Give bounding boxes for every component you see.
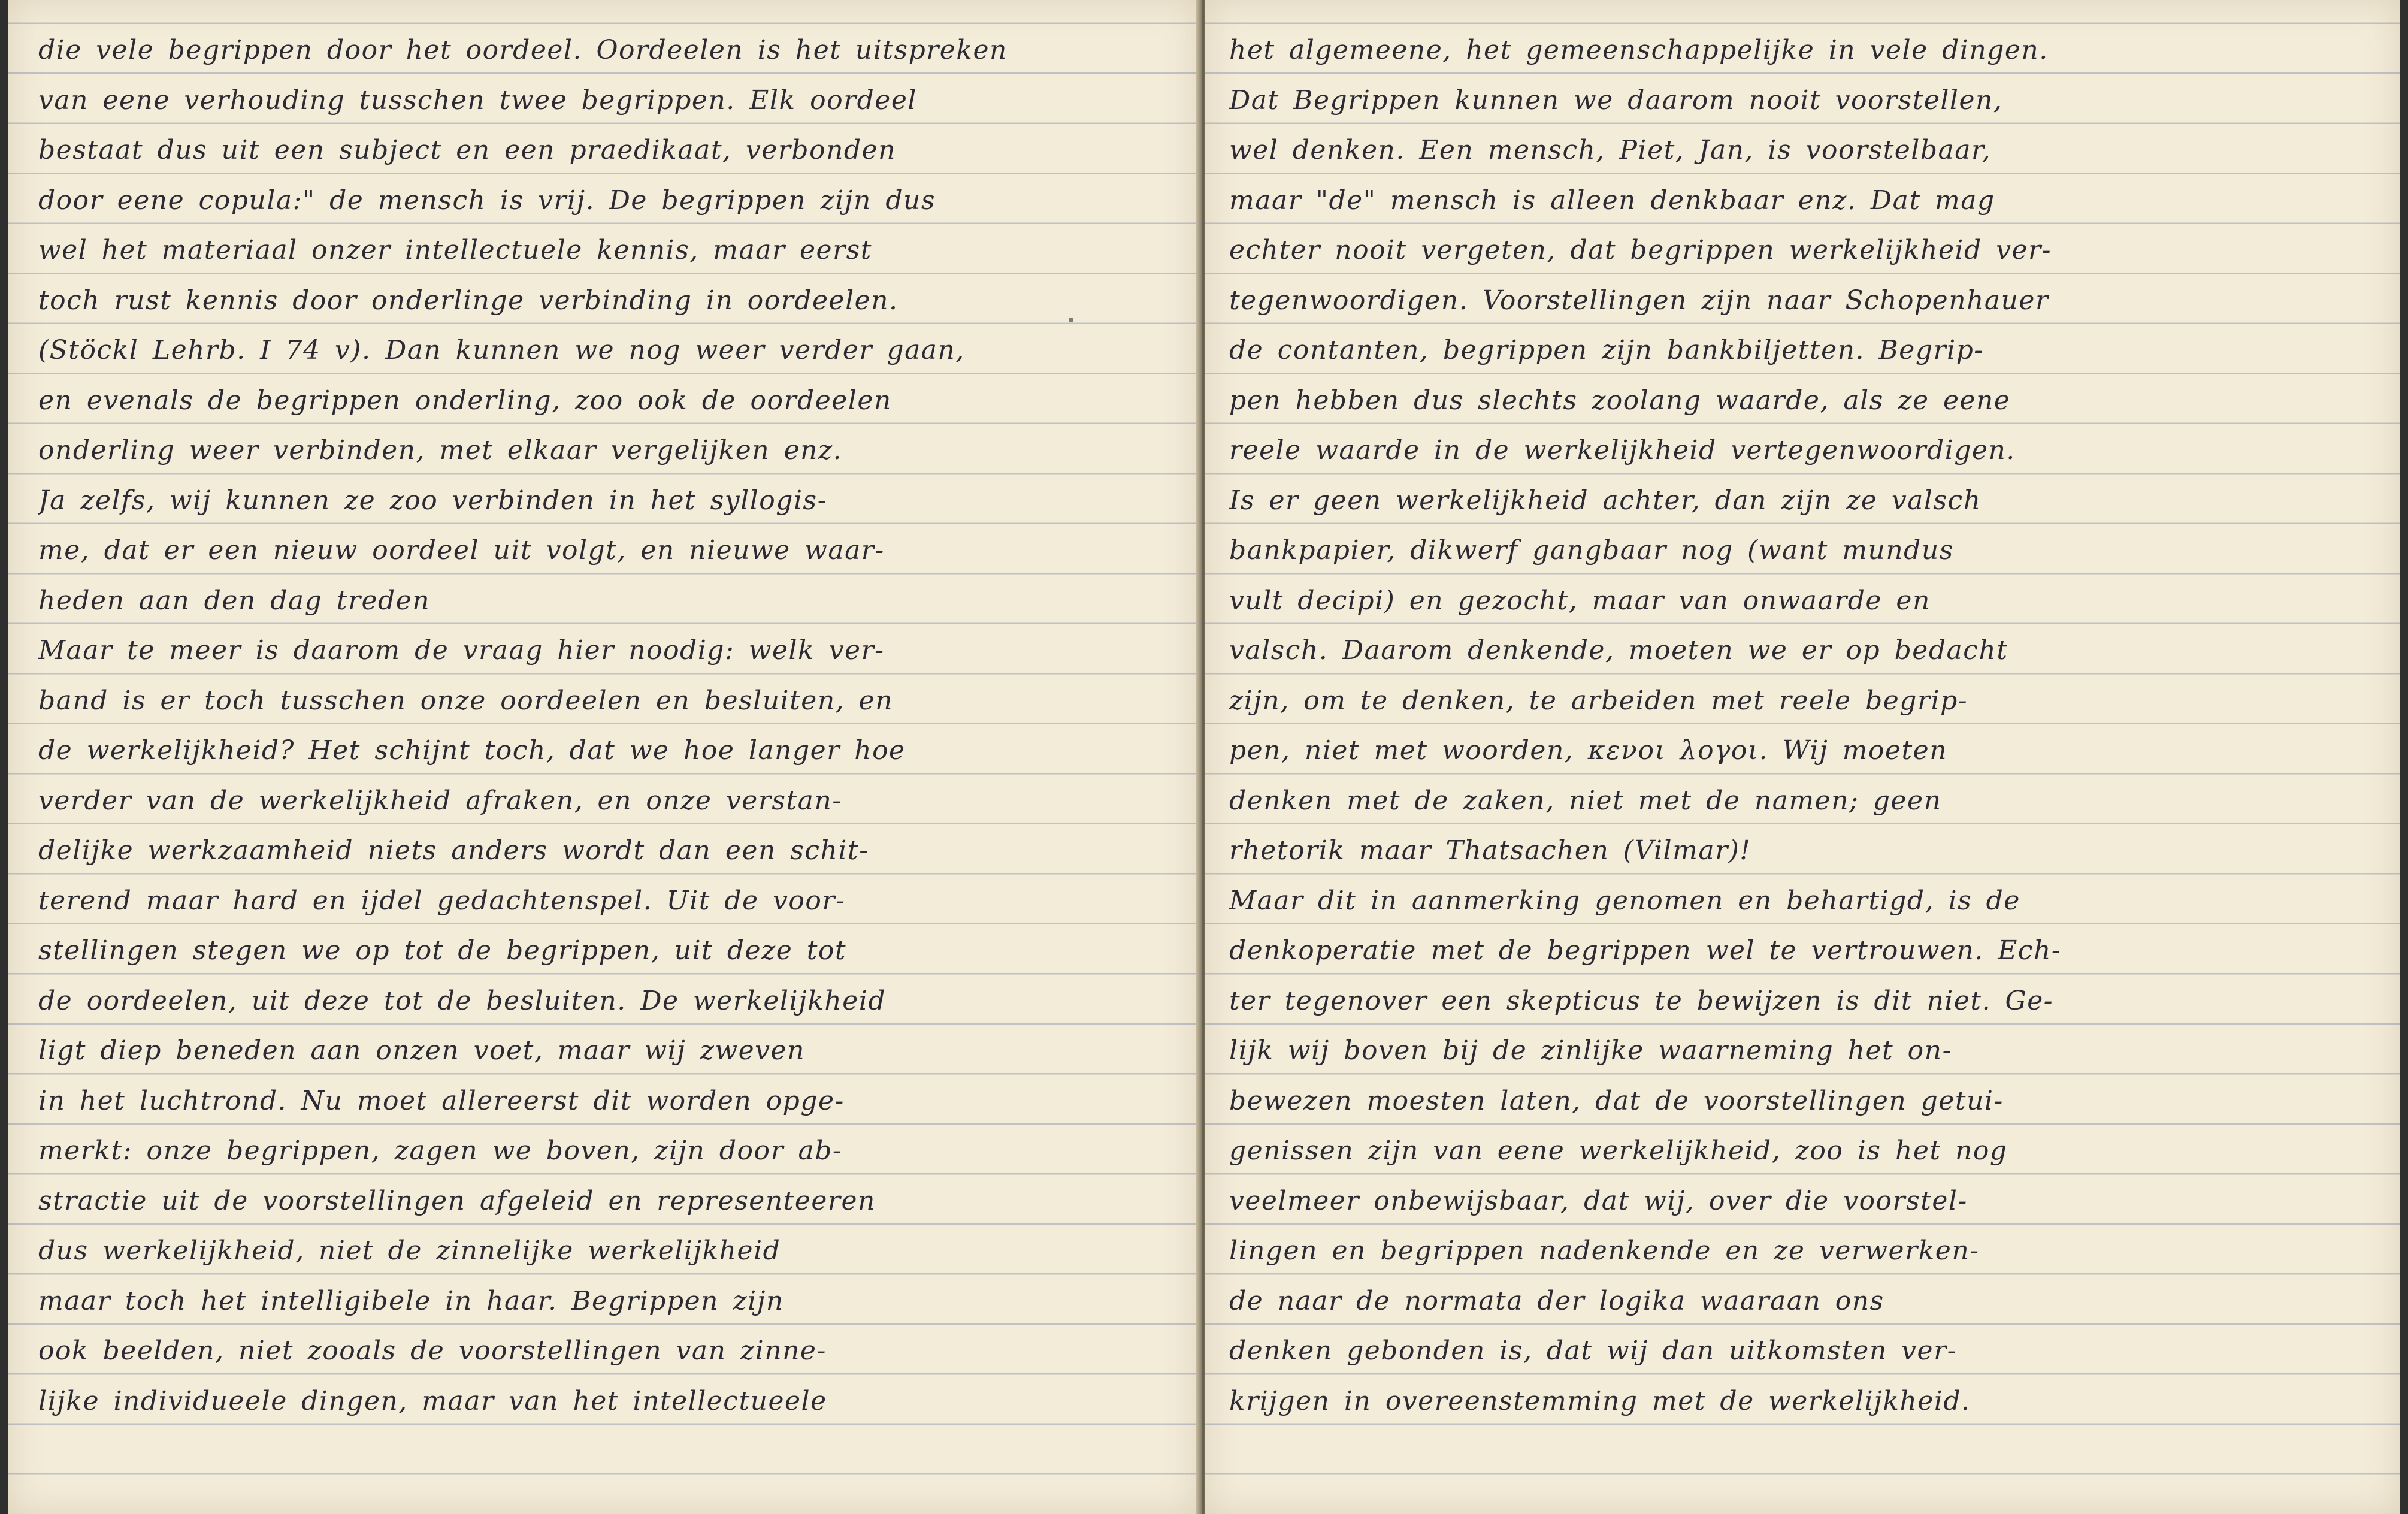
right-line: het algemeene, het gemeenschappelijke in vele dingen. <box>1229 35 2049 65</box>
left-line: maar toch het intelligibele in haar. Begrippen zijn <box>38 1285 784 1316</box>
left-line: terend maar hard en ijdel gedachtenspel. Uit de voor- <box>38 885 846 916</box>
right-line: veelmeer onbewijsbaar, dat wij, over die voorstel- <box>1229 1185 1968 1216</box>
left-line: in het luchtrond. Nu moet allereerst dit worden opge- <box>38 1085 845 1116</box>
right-line: krijgen in overeenstemming met de werkelijkheid. <box>1229 1385 1971 1416</box>
left-line: (Stöckl Lehrb. I 74 v). Dan kunnen we nog weer verder gaan, <box>38 335 965 365</box>
right-line: Dat Begrippen kunnen we daarom nooit voorstellen, <box>1229 84 2003 116</box>
left-line: ligt diep beneden aan onzen voet, maar wij zweven <box>38 1035 805 1066</box>
right-line: ter tegenover een skepticus te bewijzen is dit niet. Ge- <box>1229 985 2054 1016</box>
left-line: die vele begrippen door het oordeel. Oordeelen is het uitspreken <box>38 35 1008 65</box>
right-line: bewezen moesten laten, dat de voorstellingen getui- <box>1229 1085 2004 1116</box>
left-line: de oordeelen, uit deze tot de besluiten. De werkelijkheid <box>38 985 886 1016</box>
right-line: genissen zijn van eene werkelijkheid, zoo is het nog <box>1229 1135 2008 1166</box>
left-line: ook beelden, niet zooals de voorstellingen van zinne- <box>38 1335 827 1366</box>
left-page <box>8 0 1198 1514</box>
right-line: rhetorik maar Thatsachen (Vilmar)! <box>1229 835 1751 866</box>
left-line: stellingen stegen we op tot de begrippen, uit deze tot <box>38 935 847 966</box>
right-line: wel denken. Een mensch, Piet, Jan, is voorstelbaar, <box>1229 135 1992 165</box>
left-line: door eene copula:" de mensch is vrij. De begrippen zijn dus <box>38 185 936 216</box>
left-page-text <box>38 25 1164 1426</box>
right-line: tegenwoordigen. Voorstellingen zijn naar Schopenhauer <box>1229 285 2049 316</box>
left-line: band is er toch tusschen onze oordeelen en besluiten, en <box>38 685 894 716</box>
left-line: Ja zelfs, wij kunnen ze zoo verbinden in het syllogis- <box>38 485 827 516</box>
left-line: dus werkelijkheid, niet de zinnelijke werkelijkheid <box>38 1235 781 1266</box>
right-page <box>1205 0 2400 1514</box>
right-line: denken gebonden is, dat wij dan uitkomsten ver- <box>1229 1335 1957 1366</box>
right-line: denkoperatie met de begrippen wel te vertrouwen. Ech- <box>1229 935 2062 966</box>
right-line: pen hebben dus slechts zoolang waarde, als ze eene <box>1229 385 2011 416</box>
right-line: vult decipi) en gezocht, maar van onwaarde en <box>1229 585 1931 616</box>
left-line: verder van de werkelijkheid afraken, en onze verstan- <box>38 785 842 816</box>
left-line: stractie uit de voorstellingen afgeleid en representeeren <box>38 1185 876 1216</box>
left-line: merkt: onze begrippen, zagen we boven, zijn door ab- <box>38 1135 843 1166</box>
right-line: echter nooit vergeten, dat begrippen werkelijkheid ver- <box>1229 235 2052 265</box>
pencil-mark <box>1069 318 1073 322</box>
right-line: de naar de normata der logika waaraan ons <box>1229 1285 1884 1316</box>
left-line: lijke individueele dingen, maar van het intellectueele <box>38 1385 827 1416</box>
left-line: onderling weer verbinden, met elkaar vergelijken enz. <box>38 435 843 466</box>
left-line: de werkelijkheid? Het schijnt toch, dat we hoe langer hoe <box>38 735 906 766</box>
right-line: maar "de" mensch is alleen denkbaar enz. Dat mag <box>1229 185 1995 216</box>
left-line: bestaat dus uit een subject en een praedikaat, verbonden <box>38 135 896 165</box>
right-line: denken met de zaken, niet met de namen; geen <box>1229 785 1942 816</box>
right-line: reele waarde in de werkelijkheid vertegenwoordigen. <box>1229 435 2016 466</box>
left-line: delijke werkzaamheid niets anders wordt dan een schit- <box>38 835 869 866</box>
right-line: zijn, om te denken, te arbeiden met reele begrip- <box>1229 685 1968 716</box>
right-line: Is er geen werkelijkheid achter, dan zijn ze valsch <box>1229 485 1982 516</box>
left-line: toch rust kennis door onderlinge verbinding in oordeelen. <box>38 285 899 316</box>
right-line: lingen en begrippen nadenkende en ze verwerken- <box>1229 1235 1980 1266</box>
left-line: wel het materiaal onzer intellectuele kennis, maar eerst <box>38 235 872 265</box>
right-line: pen, niet met woorden, κενοι λογοι. Wij moeten <box>1229 735 1948 766</box>
right-page-text <box>1229 25 2361 1426</box>
right-line: valsch. Daarom denkende, moeten we er op bedacht <box>1229 635 2008 666</box>
left-line: heden aan den dag treden <box>38 585 431 616</box>
right-line: bankpapier, dikwerf gangbaar nog (want mundus <box>1229 535 1954 566</box>
left-line: en evenals de begrippen onderling, zoo ook de oordeelen <box>38 385 892 416</box>
left-line: Maar te meer is daarom de vraag hier noodig: welk ver- <box>38 635 885 666</box>
left-line: me, dat er een nieuw oordeel uit volgt, en nieuwe waar- <box>38 535 885 566</box>
right-line: lijk wij boven bij de zinlijke waarneming het on- <box>1229 1035 1952 1066</box>
right-line: de contanten, begrippen zijn bankbiljetten. Begrip- <box>1229 335 1984 365</box>
left-line: van eene verhouding tusschen twee begrippen. Elk oordeel <box>38 84 917 116</box>
right-line: Maar dit in aanmerking genomen en behartigd, is de <box>1229 885 2020 916</box>
